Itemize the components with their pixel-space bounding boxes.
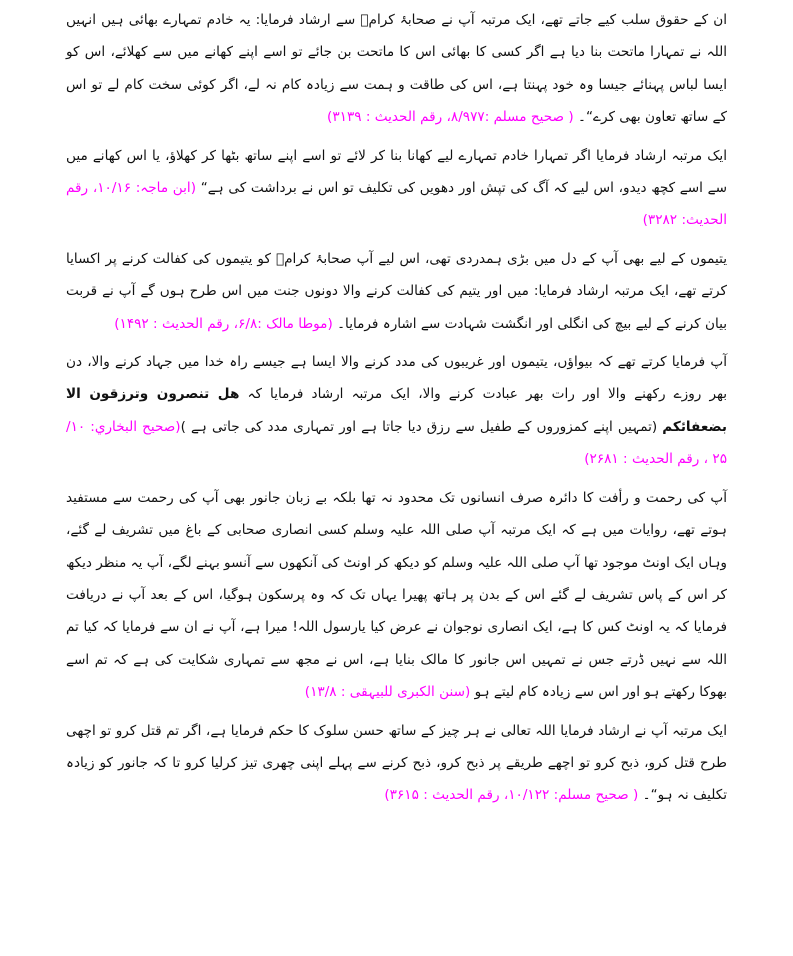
arabic-quote: هل تنصرون وترزقون الا بضعفائكم	[66, 386, 727, 435]
paragraph-text: ایک مرتبہ ارشاد فرمایا اگر تمہارا خادم تمہارے لیے کھانا بنا کر لائے تو اسے اپنے ساتھ بٹھا کر کھلاؤ، یا اس کھانے میں سے اسے کچھ دیدو، اس لیے کہ آگ کی تپش اور دھویں کی تکلیف تو اس نے برداشت کی ہے“	[66, 147, 728, 197]
paragraph-text: ان کے حقوق سلب کیے جاتے تھے، ایک مرتبہ آپ نے صحابۂ کرامؓ سے ارشاد فرمایا: یہ خادم تمہارے بھائی ہیں انہیں اللہ نے تمہارا ماتحت بنا دیا ہے اگر کسی کا بھائی اس کا ماتحت بن جائے تو اسے اپنے کھانے میں سے کھلائے، اس کو ایسا لباس پہنائے جیسا وہ خود پہنتا ہے، اس کی طاقت و ہمت سے زیادہ کام نہ لے، اگر کوئی سخت کام لے تو اس کے ساتھ تعاون بھی کرے“۔	[66, 12, 727, 126]
hadith-reference: (سنن الکبری للبیہقی : ۱۳/۸)	[304, 684, 475, 701]
paragraph-slaughter	[66, 715, 727, 812]
paragraph-orphans	[66, 243, 727, 340]
paragraph-servant-food	[66, 140, 727, 237]
paragraph-servants-rights	[66, 4, 727, 134]
paragraph-text: یتیموں کے لیے بھی آپ کے دل میں بڑی ہمدردی تھی، اس لیے آپ صحابۂ کرامؓ کو یتیموں کی کفالت کرنے پر اکسایا کرتے تھے، ایک مرتبہ ارشاد فرمایا: میں اور یتیم کی کفالت کرنے والا دونوں جنت میں اس طرح ہوں گے آپ نے قربت بیان کرنے کے لیے بیچ کی انگلی اور انگشت شہادت سے اشارہ فرمایا۔	[66, 250, 727, 332]
paragraph-text: ایک مرتبہ آپ نے ارشاد فرمایا اللہ تعالی نے ہر چیز کے ساتھ حسن سلوک کا حکم فرمایا ہے، اگر تم قتل کرو تو اچھی طرح قتل کرو، ذبح کرو تو اچھے طریقے پر ذبح کرو، ذبح کرنے سے پہلے اپنی چھری تیز کرلیا کرو تا کہ جانور کو زیادہ تکلیف نہ ہو“۔	[66, 722, 727, 804]
paragraph-widows-orphans-poor	[66, 346, 727, 476]
paragraph-text: آپ کی رحمت و رأفت کا دائرہ صرف انسانوں تک محدود نہ تھا بلکہ بے زبان جانور بھی آپ کی رحمت سے مستفید ہوتے تھے، روایات میں ہے کہ ایک مرتبہ آپ صلی اللہ علیہ وسلم کسی انصاری صحابی کے باغ میں تشریف لے گئے، وہاں ایک اونٹ موجود تھا آپ صلی اللہ علیہ وسلم کو دیکھ کر اونٹ کی آنکھوں سے آنسو بہنے لگے، آپ یہ منظر دیکھ کر اس کے پاس تشریف لے گئے اس کے بدن پر ہاتھ پھیرا یہاں تک کہ وہ پرسکون ہوگیا، اس کے بعد آپ نے دریافت فرمایا کہ یہ اونٹ کس کا ہے، ایک انصاری نوجوان نے عرض کیا یارسول اللہ! میرا ہے، آپ نے ان سے فرمایا کہ کیا تم اللہ سے نہیں ڈرتے جس نے تمہیں اس جانور کا مالک بنایا ہے، اس نے مجھ سے تمہاری شکایت کی ہے کہ تم اسے بھوکا رکھتے ہو اور اس سے زیادہ کام لیتے ہو	[66, 489, 727, 701]
paragraph-animals-mercy	[66, 482, 727, 709]
hadith-reference: (صحيح البخاري: ۱۰/ ۲۵ ، رقم الحديث : ۲۶۸۱)	[66, 418, 727, 468]
hadith-reference: (موطا مالک :۶/۸، رقم الحدیث : ۱۴۹۲)	[114, 315, 338, 332]
hadith-reference: ( صحیح مسلم: ۱۰/۱۲۲، رقم الحدیث : ۳۶۱۵)	[384, 787, 643, 804]
hadith-reference: ( صحیح مسلم :۸/۹۷۷، رقم الحدیث : ۳۱۳۹)	[327, 109, 579, 126]
paragraph-text: آپ فرمایا کرتے تھے کہ بیواؤں، یتیموں اور غریبوں کی مدد کرنے والا ایسا ہے جیسے راہ خدا میں جہاد کرنے والا، دن بھر روزے رکھنے والا اور رات بھر عبادت کرنے والا، ایک مرتبہ ارشاد فرمایا کہ	[66, 354, 727, 403]
hadith-reference: (ابن ماجہ: ۱۰/۱۶، رقم الحدیث: ۳۲۸۲)	[66, 180, 727, 229]
paragraph-text-continued: (تمہیں اپنے کمزوروں کے طفیل سے رزق دیا جاتا ہے اور تمہاری مدد کی جاتی ہے )	[180, 418, 663, 435]
